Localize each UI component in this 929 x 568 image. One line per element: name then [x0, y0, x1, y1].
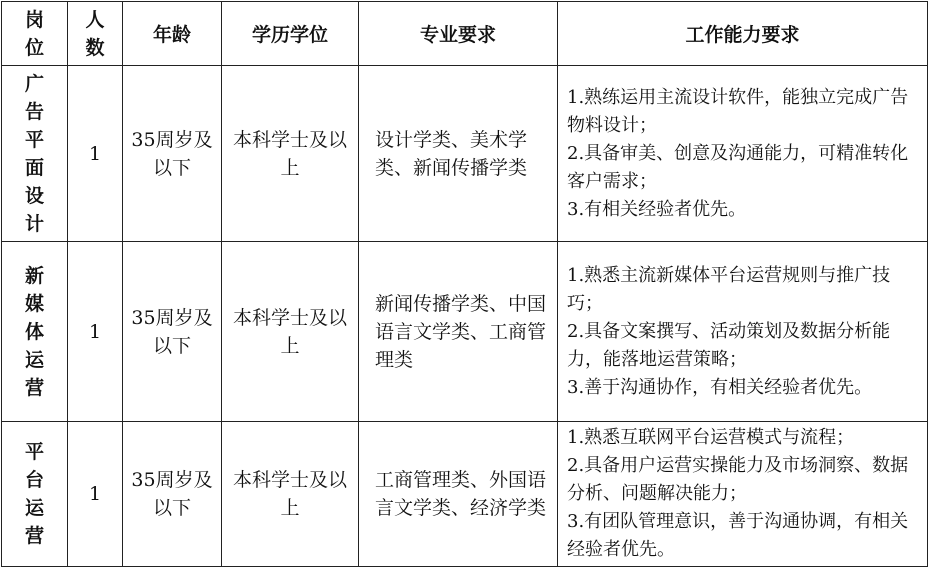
table-row [2, 242, 928, 422]
ability-item: 2.具备用户运营实操能力及市场洞察、数据分析、问题解决能力； [567, 455, 909, 504]
major-cell: 新闻传播学类、中国语言文学类、工商管理类 [359, 242, 558, 422]
header-major: 专业要求 [359, 2, 558, 66]
age-cell: 35周岁及以下 [123, 422, 222, 567]
vertical-char: 新 [24, 264, 44, 287]
ability-item: 2.具备文案撰写、活动策划及数据分析能力，能落地运营策略； [567, 320, 891, 370]
major-cell: 设计学类、美术学类、新闻传播学类 [359, 66, 558, 242]
vertical-char: 人 [85, 8, 105, 31]
vertical-char: 营 [24, 376, 44, 399]
age-cell: 35周岁及以下 [123, 66, 222, 242]
post-cell [2, 422, 68, 567]
ability-item: 1.熟悉主流新媒体平台运营规则与推广技巧； [567, 264, 891, 314]
vertical-char: 平 [24, 128, 44, 151]
ability-item: 1.熟练运用主流设计软件，能独立完成广告物料设计； [567, 86, 909, 136]
vertical-char: 设 [24, 184, 44, 207]
ability-item: 3.有相关经验者优先。 [567, 198, 747, 220]
header-post [2, 2, 68, 66]
header-count [68, 2, 123, 66]
ability-item: 3.善于沟通协作，有相关经验者优先。 [567, 376, 873, 398]
vertical-char: 数 [85, 36, 105, 59]
vertical-char: 广 [24, 72, 44, 95]
ability-item: 3.有团队管理意识，善于沟通协调，有相关经验者优先。 [567, 511, 909, 560]
count-cell: 1 [68, 422, 123, 567]
job-requirements-table [1, 1, 928, 567]
header-row [2, 2, 928, 66]
education-cell: 本科学士及以上 [222, 242, 359, 422]
vertical-char: 告 [24, 100, 44, 123]
major-cell: 工商管理类、外国语言文学类、经济学类 [359, 422, 558, 567]
count-cell: 1 [68, 242, 123, 422]
ability-cell [558, 66, 928, 242]
header-education: 学历学位 [222, 2, 359, 66]
header-age: 年龄 [123, 2, 222, 66]
education-cell: 本科学士及以上 [222, 422, 359, 567]
vertical-char: 面 [24, 156, 44, 179]
vertical-char: 运 [24, 497, 44, 519]
ability-cell [558, 242, 928, 422]
vertical-char: 体 [24, 320, 44, 343]
vertical-char: 运 [24, 348, 44, 371]
vertical-char: 位 [24, 36, 44, 59]
table-row [2, 422, 928, 567]
ability-item: 2.具备审美、创意及沟通能力，可精准转化客户需求； [567, 142, 909, 192]
post-cell [2, 66, 68, 242]
table-row [2, 66, 928, 242]
ability-cell [558, 422, 928, 567]
education-cell: 本科学士及以上 [222, 66, 359, 242]
vertical-char: 计 [24, 212, 44, 235]
age-cell: 35周岁及以下 [123, 242, 222, 422]
ability-item: 1.熟悉互联网平台运营模式与流程； [567, 427, 855, 448]
vertical-char: 媒 [24, 292, 44, 315]
header-ability: 工作能力要求 [558, 2, 928, 66]
vertical-char: 平 [24, 441, 44, 463]
vertical-char: 台 [24, 469, 44, 491]
count-cell: 1 [68, 66, 123, 242]
vertical-char: 营 [24, 525, 44, 547]
vertical-char: 岗 [24, 8, 44, 31]
post-cell [2, 242, 68, 422]
